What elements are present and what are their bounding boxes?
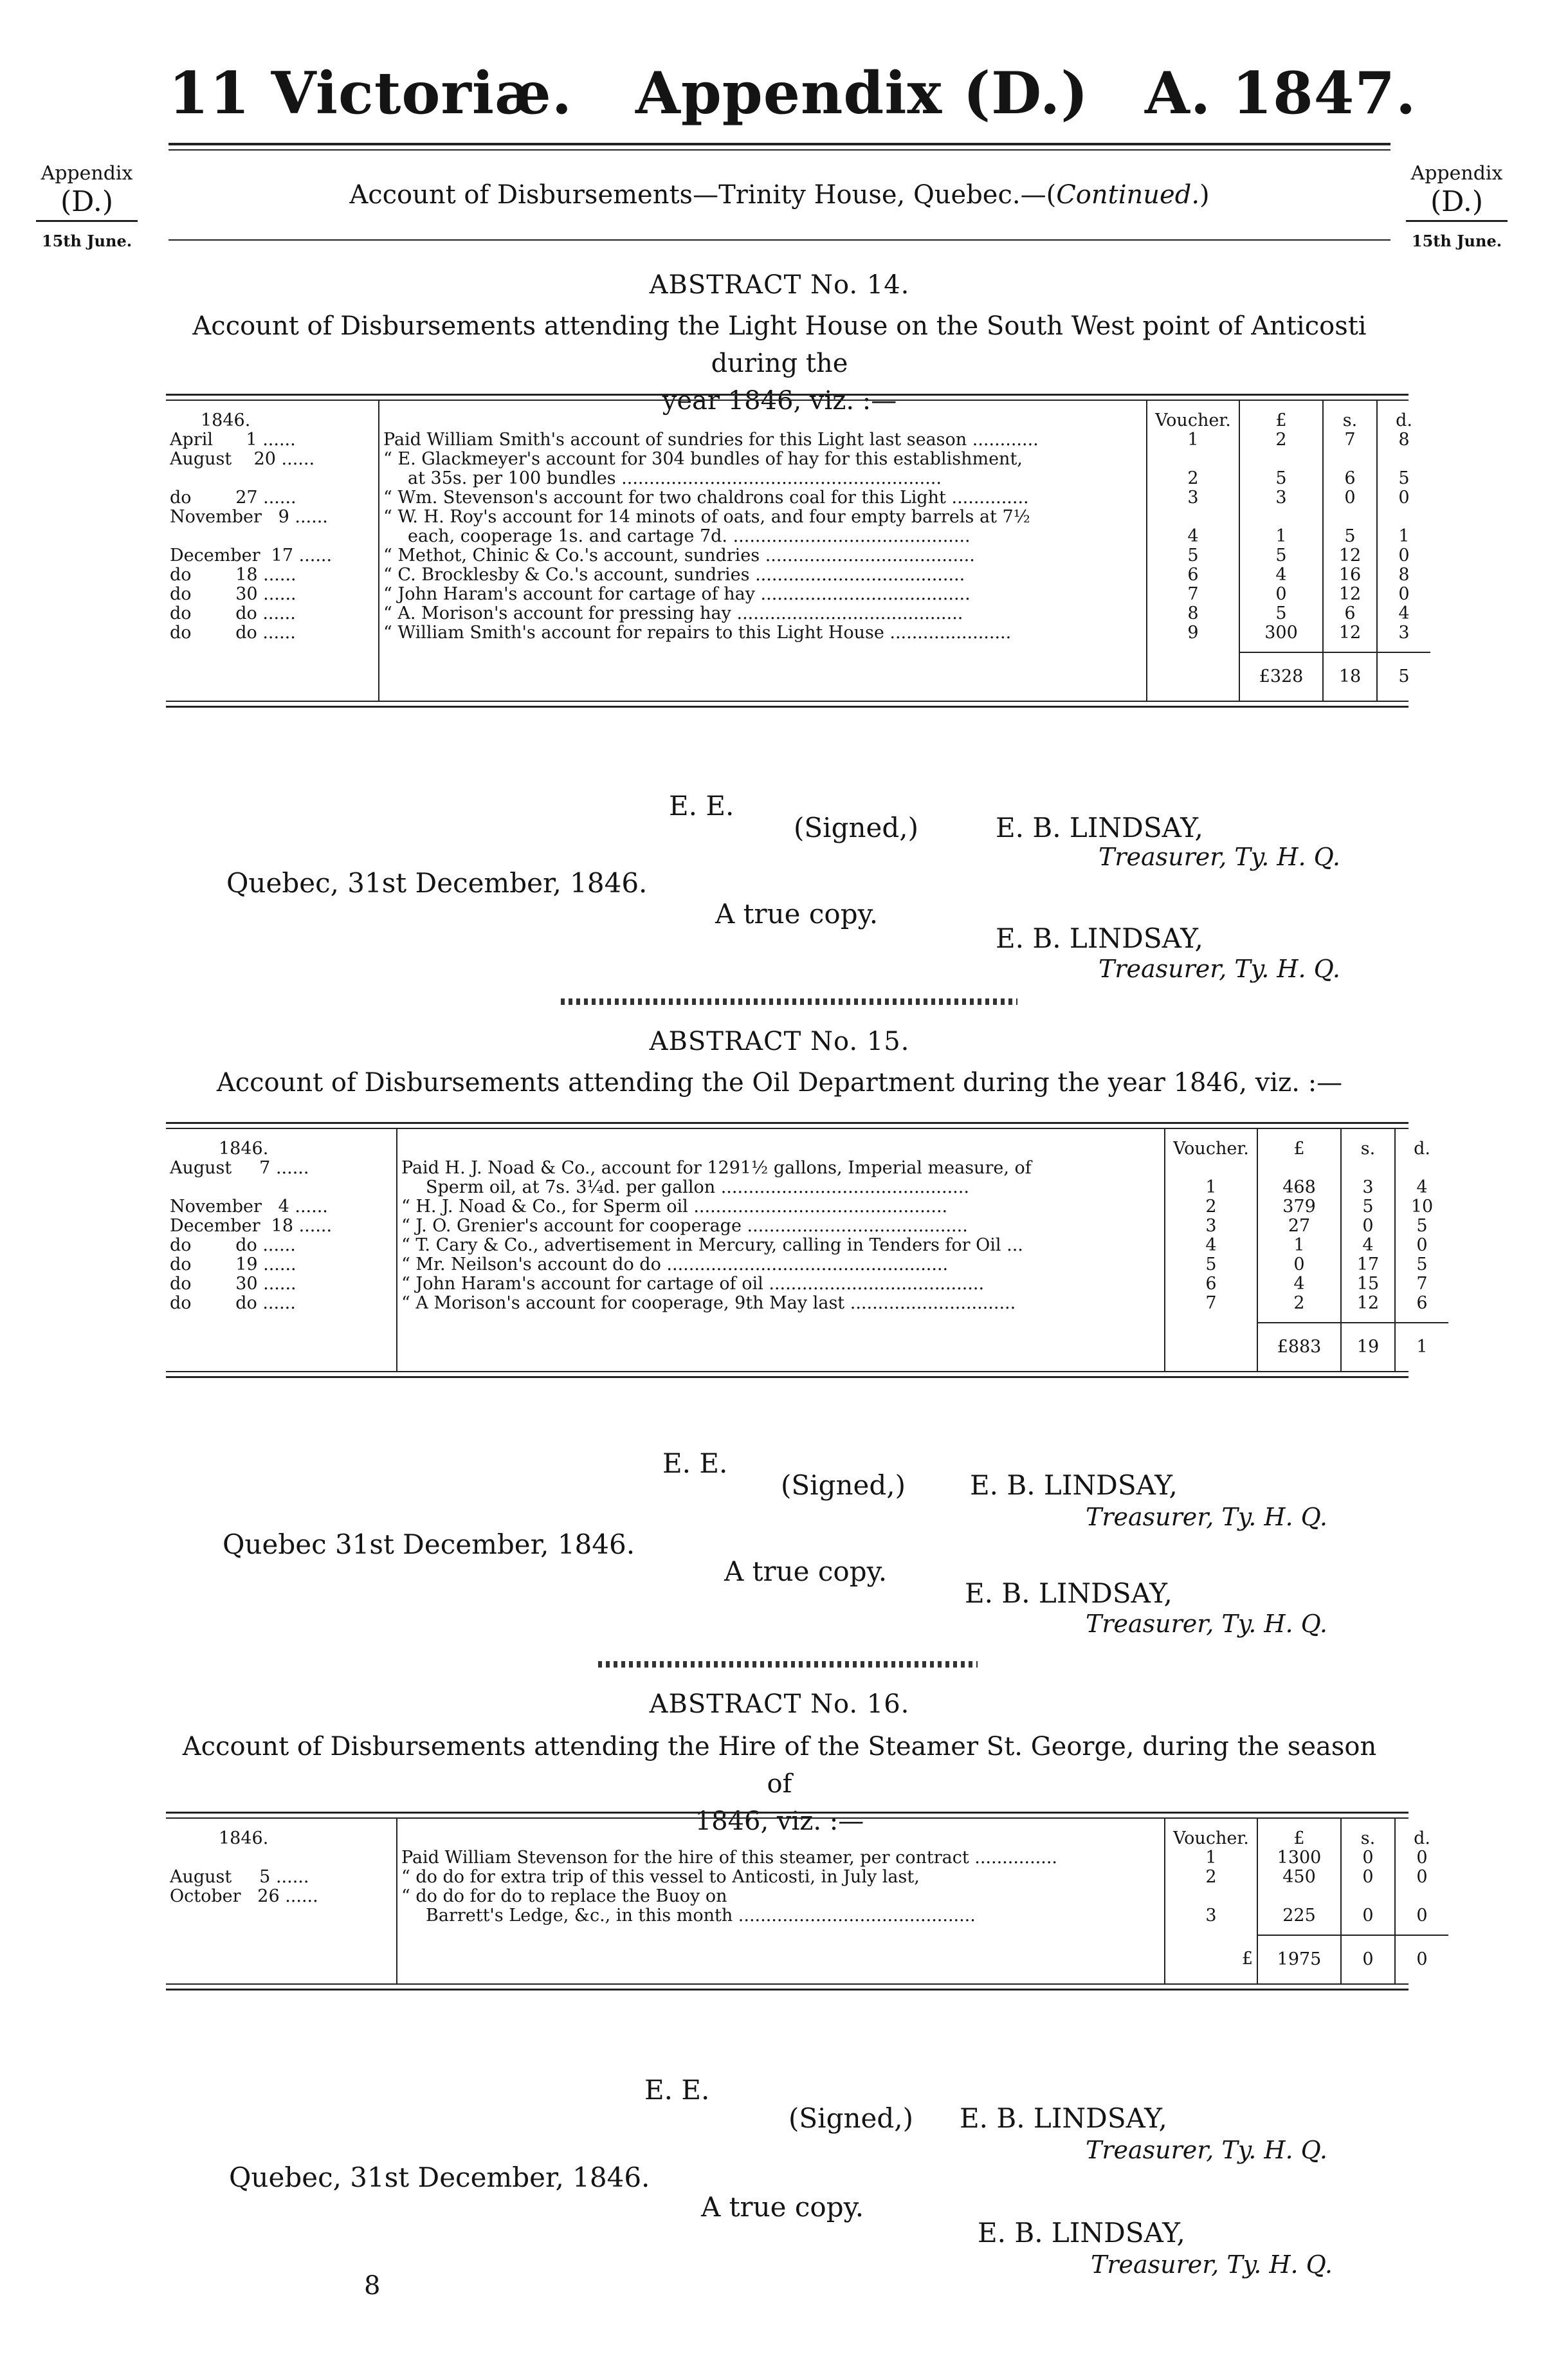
entry-pence: 8 [1398, 565, 1410, 585]
shillings-header: s. [1341, 1129, 1395, 1159]
abstract-15-description: Account of Disbursements attending the Oil Department during the year 1846, viz. :— [216, 1068, 1343, 1098]
treasurer-15: Treasurer, Ty. H. Q. [1086, 1503, 1327, 1531]
entry-shillings [1323, 450, 1377, 469]
entry-pounds: 27 [1257, 1217, 1341, 1236]
entry-shillings: 15 [1341, 1274, 1395, 1294]
entry-shillings: 0 [1323, 488, 1377, 508]
entry-pounds: 2 [1257, 1294, 1341, 1313]
signature-name-14: E. B. LINDSAY, [996, 812, 1203, 843]
year-label: 1846. [166, 401, 379, 430]
entry-voucher: 8 [1147, 604, 1239, 623]
entry-pence: 7 [1416, 1274, 1428, 1294]
voucher-header: Voucher. [1165, 1819, 1257, 1848]
ledger-row [166, 1178, 1448, 1197]
entry-pounds [1257, 1159, 1341, 1178]
entry-shillings: 5 [1323, 527, 1377, 546]
total-shillings: 18 [1323, 652, 1377, 701]
abstract-15-title: ABSTRACT No. 15. [649, 1027, 910, 1056]
entry-date: do 30 ...... [166, 1274, 397, 1294]
entry-shillings: 0 [1341, 1868, 1395, 1887]
entry-shillings [1341, 1159, 1395, 1178]
header-rule-thick [169, 143, 1390, 145]
entry-voucher: 1 [1165, 1178, 1257, 1197]
entry-description: Paid William Smith's account of sundries for this Light last season ............ [379, 430, 1147, 450]
copy-treasurer-15: Treasurer, Ty. H. Q. [1086, 1610, 1327, 1638]
entry-pounds: 300 [1239, 623, 1323, 643]
entry-pounds: 5 [1239, 604, 1323, 623]
ledger-row [166, 1294, 1448, 1313]
entry-shillings: 6 [1323, 604, 1377, 623]
entry-pounds: 0 [1257, 1255, 1341, 1274]
entry-pounds: 1 [1257, 1236, 1341, 1255]
entry-date: do do ...... [166, 1294, 397, 1313]
ledger-row [166, 1906, 1448, 1926]
true-copy-15: A true copy. [724, 1556, 888, 1587]
entry-voucher: 4 [1147, 527, 1239, 546]
true-copy-16: A true copy. [701, 2191, 864, 2223]
entry-description: “ H. J. Noad & Co., for Sperm oil .............................................. [397, 1197, 1165, 1217]
page-subtitle: Account of Disbursements—Trinity House, Quebec.—(Continued.) [349, 180, 1210, 210]
entry-pounds [1239, 508, 1323, 527]
abstract-16-table [166, 1812, 1430, 1990]
entry-voucher: 6 [1165, 1274, 1257, 1294]
entry-date: do 27 ...... [166, 488, 379, 508]
entry-date: August 5 ...... [166, 1868, 397, 1887]
ledger-row [166, 1159, 1448, 1178]
total-currency [1147, 652, 1239, 701]
entry-shillings: 3 [1341, 1178, 1395, 1197]
entry-voucher: 1 [1147, 430, 1239, 450]
signed-15: (Signed,) [781, 1469, 906, 1501]
entry-voucher: 2 [1165, 1197, 1257, 1217]
entry-description: “ C. Brocklesby & Co.'s account, sundries ...................................... [379, 565, 1147, 585]
entry-pence: 5 [1416, 1217, 1428, 1236]
entry-pence: 0 [1398, 546, 1410, 565]
ledger-row [166, 430, 1430, 450]
year-label: 1846. [166, 1819, 397, 1848]
entry-pence: 10 [1410, 1197, 1434, 1217]
entry-description: “ T. Cary & Co., advertisement in Mercury, calling in Tenders for Oil ... [397, 1236, 1165, 1255]
entry-pounds: 4 [1257, 1274, 1341, 1294]
entry-shillings: 12 [1341, 1294, 1395, 1313]
entry-voucher [1147, 450, 1239, 469]
ledger-row [166, 1236, 1448, 1255]
abstract-15-table [166, 1122, 1434, 1378]
margin-note-right: Appendix (D.) 15th June. [1402, 162, 1511, 253]
pounds-header: £ [1257, 1129, 1341, 1159]
entry-shillings: 12 [1323, 585, 1377, 604]
copy-treasurer-16: Treasurer, Ty. H. Q. [1091, 2250, 1333, 2279]
entry-shillings: 12 [1323, 546, 1377, 565]
entry-voucher [1147, 508, 1239, 527]
entry-voucher: 5 [1165, 1255, 1257, 1274]
ledger-row [166, 565, 1430, 585]
entry-pounds: 1 [1239, 527, 1323, 546]
entry-description: Barrett's Ledge, &c., in this month ........................................... [397, 1906, 1165, 1926]
section-divider [561, 998, 1017, 1005]
ledger-row [166, 450, 1430, 469]
entry-description: at 35s. per 100 bundles .......................................................... [379, 469, 1147, 488]
ledger-row [166, 488, 1430, 508]
abstract-14-title: ABSTRACT No. 14. [649, 270, 910, 300]
entry-date: do 30 ...... [166, 585, 379, 604]
year-label: 1846. [166, 1129, 397, 1159]
entry-date [166, 527, 379, 546]
abstract-16-description: Account of Disbursements attending the Hire of the Steamer St. George, during the season of 1846, viz. :— [182, 1732, 1377, 1836]
signed-16: (Signed,) [789, 2102, 914, 2134]
copy-name-14: E. B. LINDSAY, [996, 923, 1203, 954]
entry-shillings: 5 [1341, 1197, 1395, 1217]
entry-voucher [1165, 1887, 1257, 1906]
total-pounds: 1975 [1257, 1935, 1341, 1983]
entry-date: do 18 ...... [166, 565, 379, 585]
entry-date: do 19 ...... [166, 1255, 397, 1274]
entry-shillings [1323, 508, 1377, 527]
pence-header: d. [1414, 1828, 1430, 1848]
pounds-header: £ [1257, 1819, 1341, 1848]
treasurer-14: Treasurer, Ty. H. Q. [1099, 843, 1340, 871]
entry-description: “ John Haram's account for cartage of hay ...................................... [379, 585, 1147, 604]
place-date-16: Quebec, 31st December, 1846. [229, 2162, 650, 2193]
entry-pounds: 0 [1239, 585, 1323, 604]
total-currency [1165, 1323, 1257, 1371]
entry-pounds: 5 [1239, 546, 1323, 565]
ledger-row [166, 604, 1430, 623]
abstract-16-title: ABSTRACT No. 16. [649, 1689, 910, 1719]
total-currency: £ [1165, 1935, 1257, 1983]
entry-pounds: 468 [1257, 1178, 1341, 1197]
entry-pence [1395, 1159, 1448, 1178]
entry-pence: 8 [1398, 430, 1410, 450]
entry-description: “ Methot, Chinic & Co.'s account, sundries ...................................... [379, 546, 1147, 565]
ledger-row [166, 469, 1430, 488]
entry-shillings: 0 [1341, 1217, 1395, 1236]
total-row [166, 652, 1430, 701]
entry-voucher: 6 [1147, 565, 1239, 585]
shillings-header: s. [1341, 1819, 1395, 1848]
entry-description: “ W. H. Roy's account for 14 minots of oats, and four empty barrels at 7½ [379, 508, 1147, 527]
ee-14: E. E. [669, 790, 734, 822]
entry-description: Sperm oil, at 7s. 3¼d. per gallon ............................................. [397, 1178, 1165, 1197]
entry-pence: 0 [1416, 1236, 1428, 1255]
entry-description: Paid William Stevenson for the hire of this steamer, per contract ............... [397, 1848, 1165, 1868]
entry-pence: 0 [1398, 488, 1410, 508]
copy-treasurer-14: Treasurer, Ty. H. Q. [1099, 955, 1340, 983]
treasurer-16: Treasurer, Ty. H. Q. [1086, 2136, 1327, 2164]
entry-shillings: 6 [1323, 469, 1377, 488]
total-pounds: £883 [1257, 1323, 1341, 1371]
running-head-center: Appendix (D.) [635, 59, 1089, 127]
entry-pence [1395, 1887, 1448, 1906]
voucher-header: Voucher. [1165, 1129, 1257, 1159]
entry-voucher: 5 [1147, 546, 1239, 565]
total-row [166, 1323, 1448, 1371]
entry-shillings: 17 [1341, 1255, 1395, 1274]
ledger-row [166, 1197, 1448, 1217]
entry-date: April 1 ...... [166, 430, 379, 450]
entry-description: “ do do for do to replace the Buoy on [397, 1887, 1165, 1906]
ledger-row [166, 527, 1430, 546]
entry-voucher: 3 [1165, 1217, 1257, 1236]
abstract-14-table [166, 394, 1412, 708]
entry-voucher: 1 [1165, 1848, 1257, 1868]
entry-date: August 20 ...... [166, 450, 379, 469]
entry-description: Paid H. J. Noad & Co., account for 1291½ gallons, Imperial measure, of [397, 1159, 1165, 1178]
entry-description: “ William Smith's account for repairs to this Light House ...................... [379, 623, 1147, 643]
ledger-row [166, 546, 1430, 565]
ledger-row [166, 1868, 1448, 1887]
entry-description: “ John Haram's account for cartage of oil ....................................... [397, 1274, 1165, 1294]
page-number: 8 [364, 2271, 381, 2301]
subtitle-rule [169, 239, 1390, 241]
entry-date: December 17 ...... [166, 546, 379, 565]
entry-description: “ A Morison's account for cooperage, 9th May last .............................. [397, 1294, 1165, 1313]
place-date-14: Quebec, 31st December, 1846. [226, 867, 648, 899]
entry-date [166, 469, 379, 488]
ledger-row [166, 508, 1430, 527]
entry-pounds: 3 [1239, 488, 1323, 508]
entry-date: December 18 ...... [166, 1217, 397, 1236]
pounds-header: £ [1239, 401, 1323, 430]
entry-pence: 5 [1398, 469, 1410, 488]
entry-pence: 6 [1416, 1294, 1428, 1313]
entry-voucher [1165, 1159, 1257, 1178]
entry-shillings: 0 [1341, 1848, 1395, 1868]
running-head-left: 11 Victoriæ. [169, 59, 573, 127]
entry-voucher: 2 [1165, 1868, 1257, 1887]
entry-voucher: 4 [1165, 1236, 1257, 1255]
entry-pounds: 4 [1239, 565, 1323, 585]
entry-date [166, 1848, 397, 1868]
entry-pence: 0 [1416, 1868, 1428, 1887]
total-pence: 1 [1395, 1323, 1448, 1371]
entry-pence: 1 [1398, 527, 1410, 546]
entry-description: “ Wm. Stevenson's account for two chaldrons coal for this Light .............. [379, 488, 1147, 508]
entry-date: do do ...... [166, 1236, 397, 1255]
ee-16: E. E. [644, 2074, 710, 2106]
entry-pence: 4 [1398, 604, 1410, 623]
section-divider [598, 1661, 978, 1668]
entry-pounds: 1300 [1257, 1848, 1341, 1868]
entry-voucher: 9 [1147, 623, 1239, 643]
entry-pounds: 450 [1257, 1868, 1341, 1887]
entry-shillings [1341, 1887, 1395, 1906]
ledger-row [166, 1848, 1448, 1868]
entry-pence: 4 [1416, 1178, 1428, 1197]
entry-description: each, cooperage 1s. and cartage 7d. ........................................... [379, 527, 1147, 546]
signed-14: (Signed,) [794, 812, 919, 843]
entry-pence [1377, 508, 1430, 527]
entry-voucher: 3 [1165, 1906, 1257, 1926]
entry-pence: 0 [1416, 1848, 1428, 1868]
entry-shillings: 16 [1323, 565, 1377, 585]
total-shillings: 0 [1341, 1935, 1395, 1983]
entry-shillings: 4 [1341, 1236, 1395, 1255]
entry-pounds: 5 [1239, 469, 1323, 488]
entry-pounds [1239, 450, 1323, 469]
ledger-row [166, 1255, 1448, 1274]
signature-name-15: E. B. LINDSAY, [970, 1469, 1178, 1501]
entry-voucher: 7 [1165, 1294, 1257, 1313]
entry-date: August 7 ...... [166, 1159, 397, 1178]
abstract-14-description: Account of Disbursements attending the Light House on the South West point of Anticosti during the year 1846, viz. :— [192, 311, 1367, 416]
shillings-header: s. [1323, 401, 1377, 430]
entry-pence: 5 [1416, 1255, 1428, 1274]
entry-voucher: 2 [1147, 469, 1239, 488]
entry-shillings: 12 [1323, 623, 1377, 643]
entry-pence: 0 [1398, 585, 1410, 604]
true-copy-14: A true copy. [715, 898, 879, 930]
entry-date: November 9 ...... [166, 508, 379, 527]
total-row [166, 1935, 1448, 1983]
entry-date [166, 1906, 397, 1926]
ledger-row [166, 623, 1430, 643]
ee-15: E. E. [662, 1448, 728, 1479]
ledger-row [166, 1217, 1448, 1236]
copy-name-16: E. B. LINDSAY, [978, 2217, 1185, 2248]
copy-name-15: E. B. LINDSAY, [965, 1577, 1172, 1609]
entry-shillings: 0 [1341, 1906, 1395, 1926]
total-shillings: 19 [1341, 1323, 1395, 1371]
total-pence: 0 [1395, 1935, 1448, 1983]
header-rule-thin [169, 149, 1390, 151]
entry-date [166, 1178, 397, 1197]
entry-pounds: 2 [1239, 430, 1323, 450]
entry-date: November 4 ...... [166, 1197, 397, 1217]
total-pence: 5 [1377, 652, 1430, 701]
entry-pounds [1257, 1887, 1341, 1906]
entry-description: “ A. Morison's account for pressing hay ......................................... [379, 604, 1147, 623]
place-date-15: Quebec 31st December, 1846. [223, 1529, 635, 1560]
pence-header: d. [1414, 1139, 1430, 1159]
entry-date: October 26 ...... [166, 1887, 397, 1906]
voucher-header: Voucher. [1147, 401, 1239, 430]
entry-date: do do ...... [166, 604, 379, 623]
entry-description: “ E. Glackmeyer's account for 304 bundles of hay for this establishment, [379, 450, 1147, 469]
entry-description: “ J. O. Grenier's account for cooperage ........................................ [397, 1217, 1165, 1236]
entry-description: “ Mr. Neilson's account do do ................................................... [397, 1255, 1165, 1274]
running-head-right: A. 1847. [1145, 59, 1417, 127]
entry-description: “ do do for extra trip of this vessel to Anticosti, in July last, [397, 1868, 1165, 1887]
entry-pence: 3 [1398, 623, 1410, 643]
entry-pounds: 379 [1257, 1197, 1341, 1217]
pence-header: d. [1396, 410, 1412, 430]
ledger-row [166, 585, 1430, 604]
entry-pence: 0 [1416, 1906, 1428, 1926]
entry-shillings: 7 [1323, 430, 1377, 450]
margin-note-left: Appendix (D.) 15th June. [32, 162, 141, 253]
ledger-row [166, 1274, 1448, 1294]
signature-name-16: E. B. LINDSAY, [960, 2102, 1167, 2134]
entry-voucher: 3 [1147, 488, 1239, 508]
total-pounds: £328 [1239, 652, 1323, 701]
entry-pence [1377, 450, 1430, 469]
entry-voucher: 7 [1147, 585, 1239, 604]
entry-pounds: 225 [1257, 1906, 1341, 1926]
ledger-row [166, 1887, 1448, 1906]
entry-date: do do ...... [166, 623, 379, 643]
